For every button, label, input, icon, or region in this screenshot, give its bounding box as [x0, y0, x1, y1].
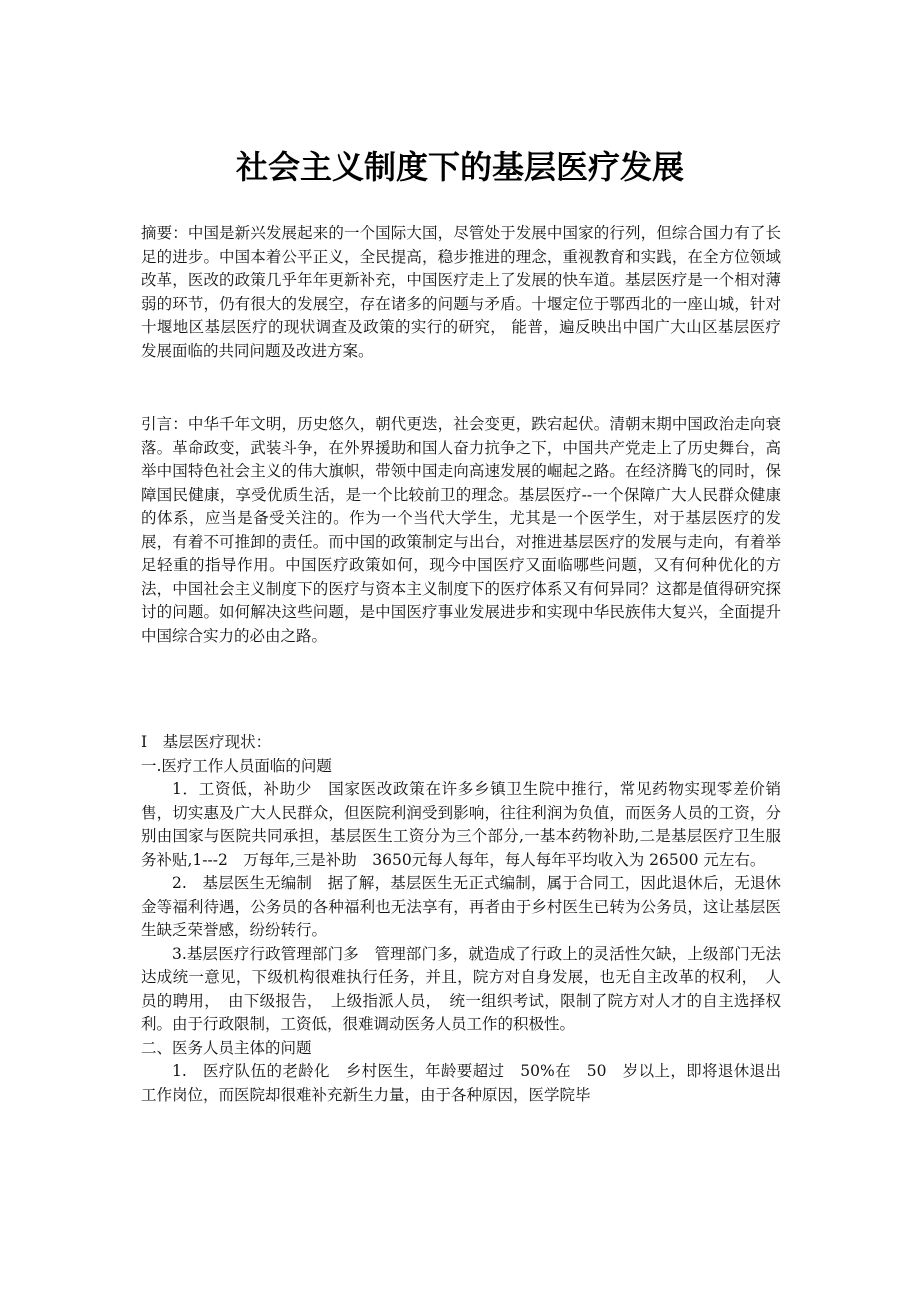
intro-paragraph: 引言：中华千年文明，历史悠久，朝代更迭，社会变更，跌宕起伏。清朝末期中国政治走向衰落。革命政变，武装斗争，在外界援助和国人奋力抗争之下，中国共产党走上了历史舞台，高举中国特色社会主义的伟大旗帜，带领中国走向高速发展的崛起之路。在经济腾飞的同时，保障国民健康，享受优质生活，是一个比较前卫的理念。基层医疗--一个保障广大人民群众健康的体系，应当是备受关注的。作为一个当代大学生，尤其是一个医学生，对于基层医疗的发展，有着不可推卸的责任。而中国的政策制定与出台，对推进基层医疗的发展与走向，有着举足轻重的指导作用。中国医疗政策如何，现今中国医疗又面临哪些问题，又有何种优化的方法，中国社会主义制度下的医疗与资本主义制度下的医疗体系又有何异同？这都是值得研究探讨的问题。如何解决这些问题，是中国医疗事业发展进步和实现中华民族伟大复兴，全面提升中国综合实力的必由之路。: [141, 415, 781, 645]
paragraph-no-establishment: 2. 基层医生无编制 据了解，基层医生无正式编制，属于合同工，因此退休后，无退休金等福利待遇，公务员的各种福利也无法享有，再者由于乡村医生已转为公务员，这让基层医生缺乏荣誉感，纷纷转行。: [141, 874, 781, 939]
status-section: [141, 731, 781, 1107]
paragraph-aging-workforce: 1. 医疗队伍的老龄化 乡村医生，年龄要超过 50%在 50 岁以上，即将退休退出工作岗位，而医院却很难补充新生力量，由于各种原因，医学院毕: [141, 1062, 781, 1104]
document-title: 社会主义制度下的基层医疗发展: [235, 148, 684, 186]
section-heading: Ⅰ 基层医疗现状：: [141, 733, 272, 751]
paragraph-low-wages: 1．工资低，补助少 国家医改政策在许多乡镇卫生院中推行，常见药物实现零差价销售，切实惠及广大人民群众，但医院利润受到影响，往往利润为负值，而医务人员的工资，分别由国家与医院共同承担，基层医生工资分为三个部分,一基本药物补助,二是基层医疗卫生服务补贴,1---2 万每年,三是补助 3650元每人每年，每人每年平均收入为 26500 元左右。: [141, 780, 781, 869]
subsection-heading-staff: 一.医疗工作人员面临的问题: [141, 756, 332, 775]
paragraph-admin-departments: 3.基层医疗行政管理部门多 管理部门多，就造成了行政上的灵活性欠缺，上级部门无法达成统一意见，下级机构很难执行任务，并且，院方对自身发展，也无自主改革的权利， 人员的聘用， 由下级报告， 上级指派人员， 统一组织考试，限制了院方对人才的自主选择权利。由于行政限制，工资低，很难调动医务人员工作的积极性。: [141, 944, 781, 1033]
subsection-heading-personnel: 二、医务人员主体的问题: [141, 1038, 312, 1057]
abstract-paragraph: 摘要：中国是新兴发展起来的一个国际大国，尽管处于发展中国家的行列，但综合国力有了长足的进步。中国本着公平正义，全民提高，稳步推进的理念，重视教育和实践，在全方位领域改革，医改的政策几乎年年更新补充，中国医疗走上了发展的快车道。基层医疗是一个相对薄弱的环节，仍有很大的发展空，存在诸多的问题与矛盾。十堰定位于鄂西北的一座山城，针对十堰地区基层医疗的现状调查及政策的实行的研究， 能普，遍反映出中国广大山区基层医疗发展面临的共同问题及改进方案。: [141, 224, 781, 360]
